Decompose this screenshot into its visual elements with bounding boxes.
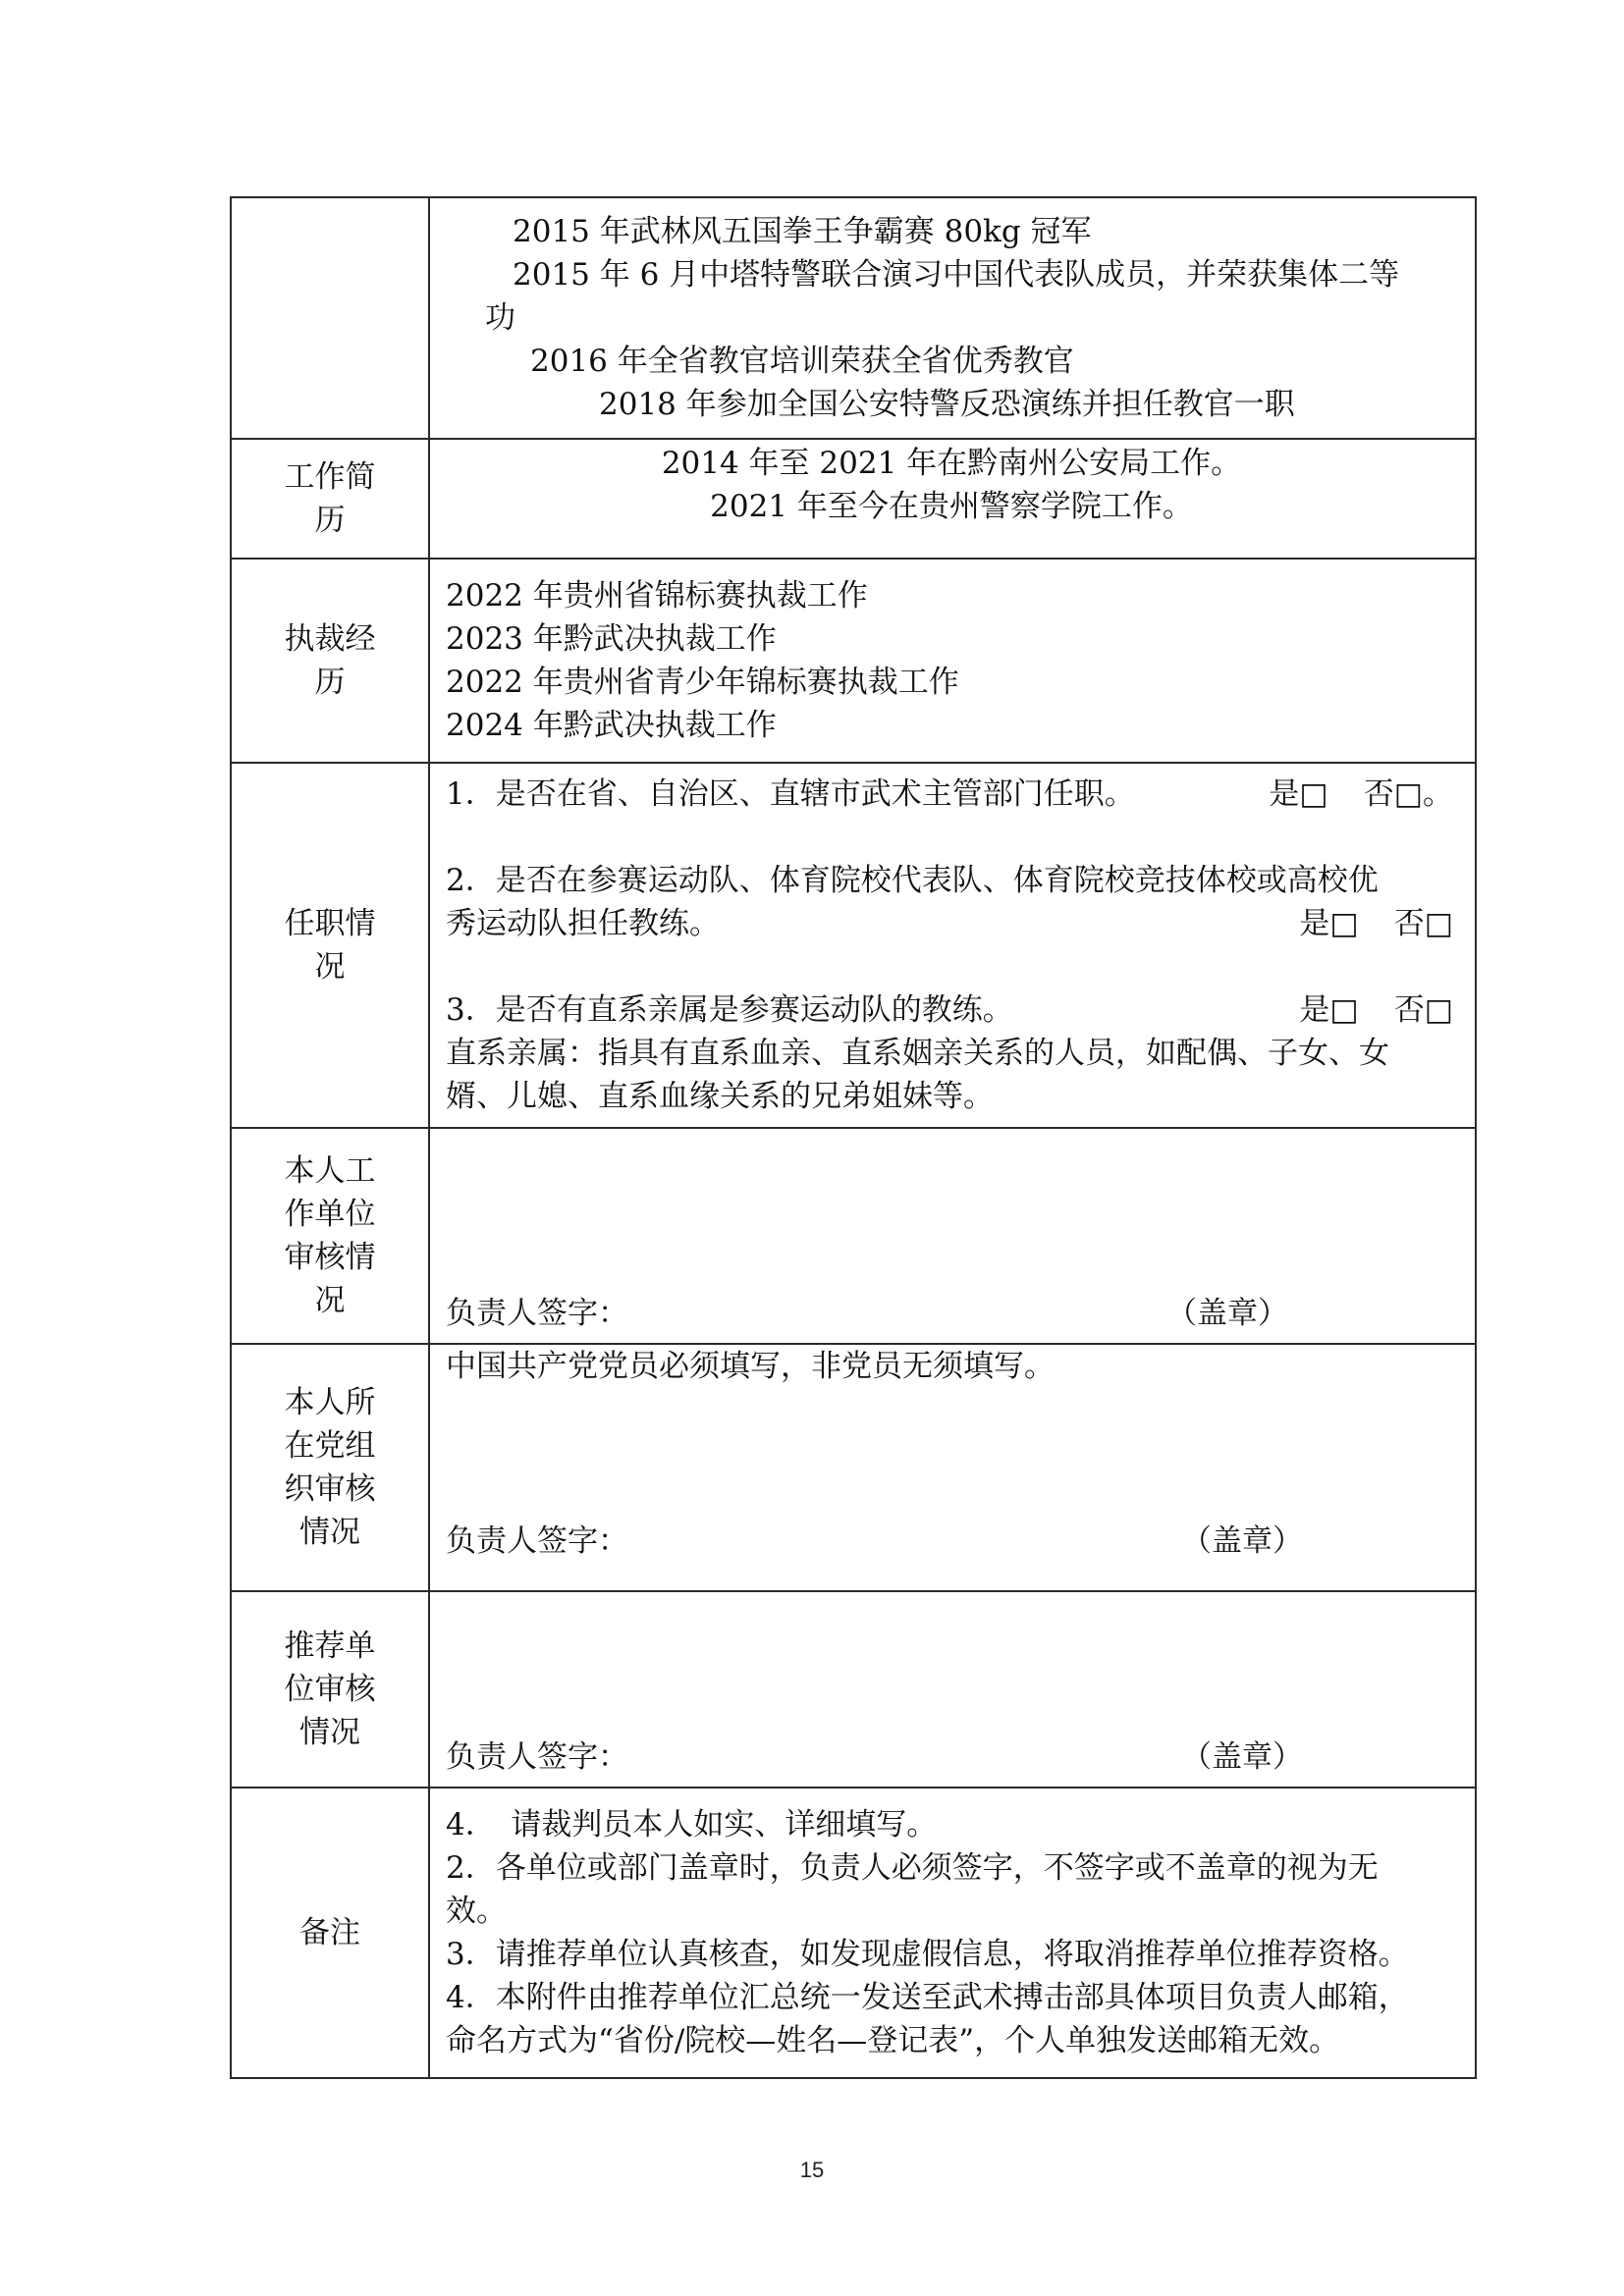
positions-content [429,763,1476,1128]
honor-line: 2015 年 6 月中塔特警联合演习中国代表队成员，并荣获集体二等 [513,257,1400,293]
recommend-review-content [429,1591,1476,1788]
recommend-review-label: 推荐单位审核情况 [231,1591,429,1788]
question-1: 1．是否在省、自治区、直辖市武术主管部门任职。 是□ 否□。 [446,773,1457,816]
yes-checkbox[interactable]: 是□ [1269,776,1328,812]
seal-label: （盖章） [1181,1523,1303,1559]
work-history-line: 2014 年至 2021 年在黔南州公安局工作。 [661,446,1242,481]
recommend-review-row [231,1591,1476,1788]
remark-item: 命名方式为“省份/院校—姓名—登记表”，个人单独发送邮箱无效。 [446,2023,1340,2058]
remark-item: 3．请推荐单位认真核查，如发现虚假信息，将取消推荐单位推荐资格。 [446,1937,1409,1972]
referee-experience-row [231,559,1476,763]
positions-row [231,763,1476,1128]
relatives-note: 直系亲属：指具有直系血亲、直系姻亲关系的人员，如配偶、子女、女 [446,1036,1389,1071]
signature-label: 负责人签字： [446,1296,628,1331]
question-2: 秀运动队担任教练。 是□ 否□ [446,902,1457,945]
referee-experience-content [429,559,1476,763]
referee-experience-label: 执裁经历 [231,559,429,763]
honors-row [231,197,1476,439]
party-review-content [429,1344,1476,1591]
remarks-content [429,1788,1476,2078]
honors-content [429,197,1476,439]
honor-line: 2016 年全省教官培训荣获全省优秀教官 [530,344,1074,379]
work-history-content [429,439,1476,559]
referee-experience-line: 2023 年黔武决执裁工作 [446,621,777,657]
remarks-row [231,1788,1476,2078]
question-2-line1: 2．是否在参赛运动队、体育院校代表队、体育院校竞技体校或高校优 [446,863,1379,898]
remark-item: 2．各单位或部门盖章时，负责人必须签字，不签字或不盖章的视为无 [446,1850,1379,1886]
seal-label: （盖章） [1166,1296,1288,1331]
honor-line: 功 [485,300,515,336]
registration-form-table [230,196,1477,2079]
no-checkbox[interactable]: 否□。 [1363,776,1453,812]
honor-line: 2018 年参加全国公安特警反恐演练并担任教官一职 [599,387,1295,422]
yes-checkbox[interactable]: 是□ [1299,992,1359,1028]
party-review-label: 本人所在党组织审核情况 [231,1344,429,1591]
remark-item: 4．本附件由推荐单位汇总统一发送至武术搏击部具体项目负责人邮箱， [446,1980,1409,2015]
work-unit-review-label: 本人工作单位审核情况 [231,1128,429,1344]
no-checkbox[interactable]: 否□ [1393,992,1453,1028]
question-3: 3．是否有直系亲属是参赛运动队的教练。 是□ 否□ [446,988,1457,1032]
signature-label: 负责人签字： [446,1523,628,1559]
no-checkbox[interactable]: 否□ [1393,906,1453,941]
work-unit-review-row [231,1128,1476,1344]
remark-item: 效。 [446,1894,507,1929]
referee-experience-line: 2024 年黔武决执裁工作 [446,708,777,743]
page-number: 15 [799,2158,825,2182]
party-review-row [231,1344,1476,1591]
remarks-label: 备注 [231,1788,429,2078]
referee-experience-line: 2022 年贵州省锦标赛执裁工作 [446,578,868,614]
referee-experience-line: 2022 年贵州省青少年锦标赛执裁工作 [446,665,959,700]
signature-label: 负责人签字： [446,1739,628,1775]
relatives-note: 婿、儿媳、直系血缘关系的兄弟姐妹等。 [446,1079,994,1114]
work-history-label: 工作简历 [231,439,429,559]
remark-item: 4． 请裁判员本人如实、详细填写。 [446,1807,938,1842]
honor-line: 2015 年武林风五国拳王争霸赛 80kg 冠军 [513,214,1092,249]
work-unit-review-content [429,1128,1476,1344]
yes-checkbox[interactable]: 是□ [1299,906,1359,941]
work-history-row [231,439,1476,559]
work-history-line: 2021 年至今在贵州警察学院工作。 [710,489,1193,524]
positions-label: 任职情况 [231,763,429,1128]
seal-label: （盖章） [1181,1739,1303,1775]
party-review-note: 中国共产党党员必须填写，非党员无须填写。 [446,1349,1055,1384]
honors-label-cell [231,197,429,439]
